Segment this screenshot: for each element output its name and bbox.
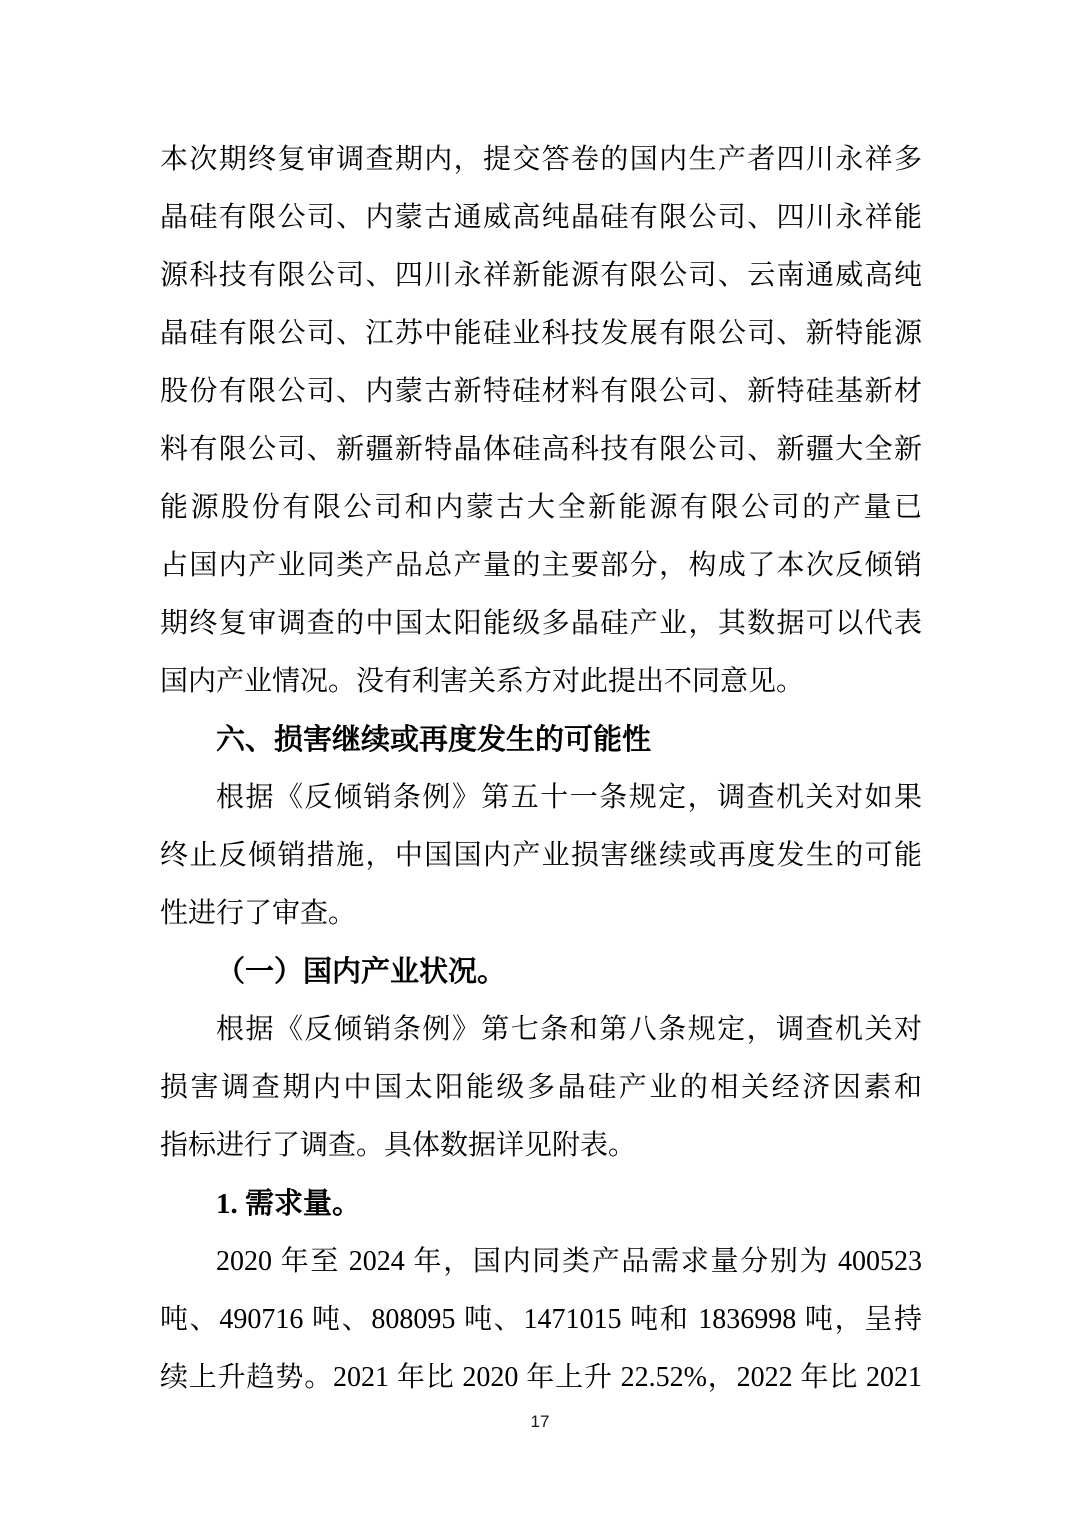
body-line: 根据《反倾销条例》第七条和第八条规定，调查机关对 [216, 1014, 922, 1045]
body-line: 续上升趋势。2021 年比 2020 年上升 22.52%，2022 年比 2021 [160, 1362, 922, 1393]
body-line: 本次期终复审调查期内，提交答卷的国内生产者四川永祥多 [160, 144, 922, 175]
body-line: 料有限公司、新疆新特晶体硅高科技有限公司、新疆大全新 [160, 434, 922, 465]
body-line: 占国内产业同类产品总产量的主要部分，构成了本次反倾销 [160, 550, 922, 581]
section-heading-six: 六、损害继续或再度发生的可能性 [216, 724, 652, 756]
body-line: 晶硅有限公司、江苏中能硅业科技发展有限公司、新特能源 [160, 318, 922, 349]
body-line: 根据《反倾销条例》第五十一条规定，调查机关对如果 [216, 782, 922, 813]
body-line: 期终复审调查的中国太阳能级多晶硅产业，其数据可以代表 [160, 608, 922, 639]
page-number: 17 [530, 1412, 550, 1431]
body-line: 2020 年至 2024 年，国内同类产品需求量分别为 400523 [216, 1246, 922, 1277]
body-line: 损害调查期内中国太阳能级多晶硅产业的相关经济因素和 [160, 1072, 922, 1103]
body-line: 性进行了审查。 [160, 898, 357, 929]
subsection-heading-domestic-industry: （一）国内产业状况。 [216, 956, 507, 988]
document-body [160, 131, 922, 1407]
body-line: 终止反倾销措施，中国国内产业损害继续或再度发生的可能 [160, 840, 922, 871]
subsection-heading-demand: 1. 需求量。 [216, 1188, 362, 1220]
body-line: 股份有限公司、内蒙古新特硅材料有限公司、新特硅基新材 [160, 376, 922, 407]
body-line: 源科技有限公司、四川永祥新能源有限公司、云南通威高纯 [160, 260, 922, 291]
body-line: 国内产业情况。没有利害关系方对此提出不同意见。 [160, 666, 805, 697]
body-line: 指标进行了调查。具体数据详见附表。 [160, 1130, 637, 1161]
body-line: 能源股份有限公司和内蒙古大全新能源有限公司的产量已 [160, 492, 922, 523]
body-line: 吨、490716 吨、808095 吨、1471015 吨和 1836998 吨，呈持 [160, 1304, 922, 1335]
body-line: 晶硅有限公司、内蒙古通威高纯晶硅有限公司、四川永祥能 [160, 202, 922, 233]
